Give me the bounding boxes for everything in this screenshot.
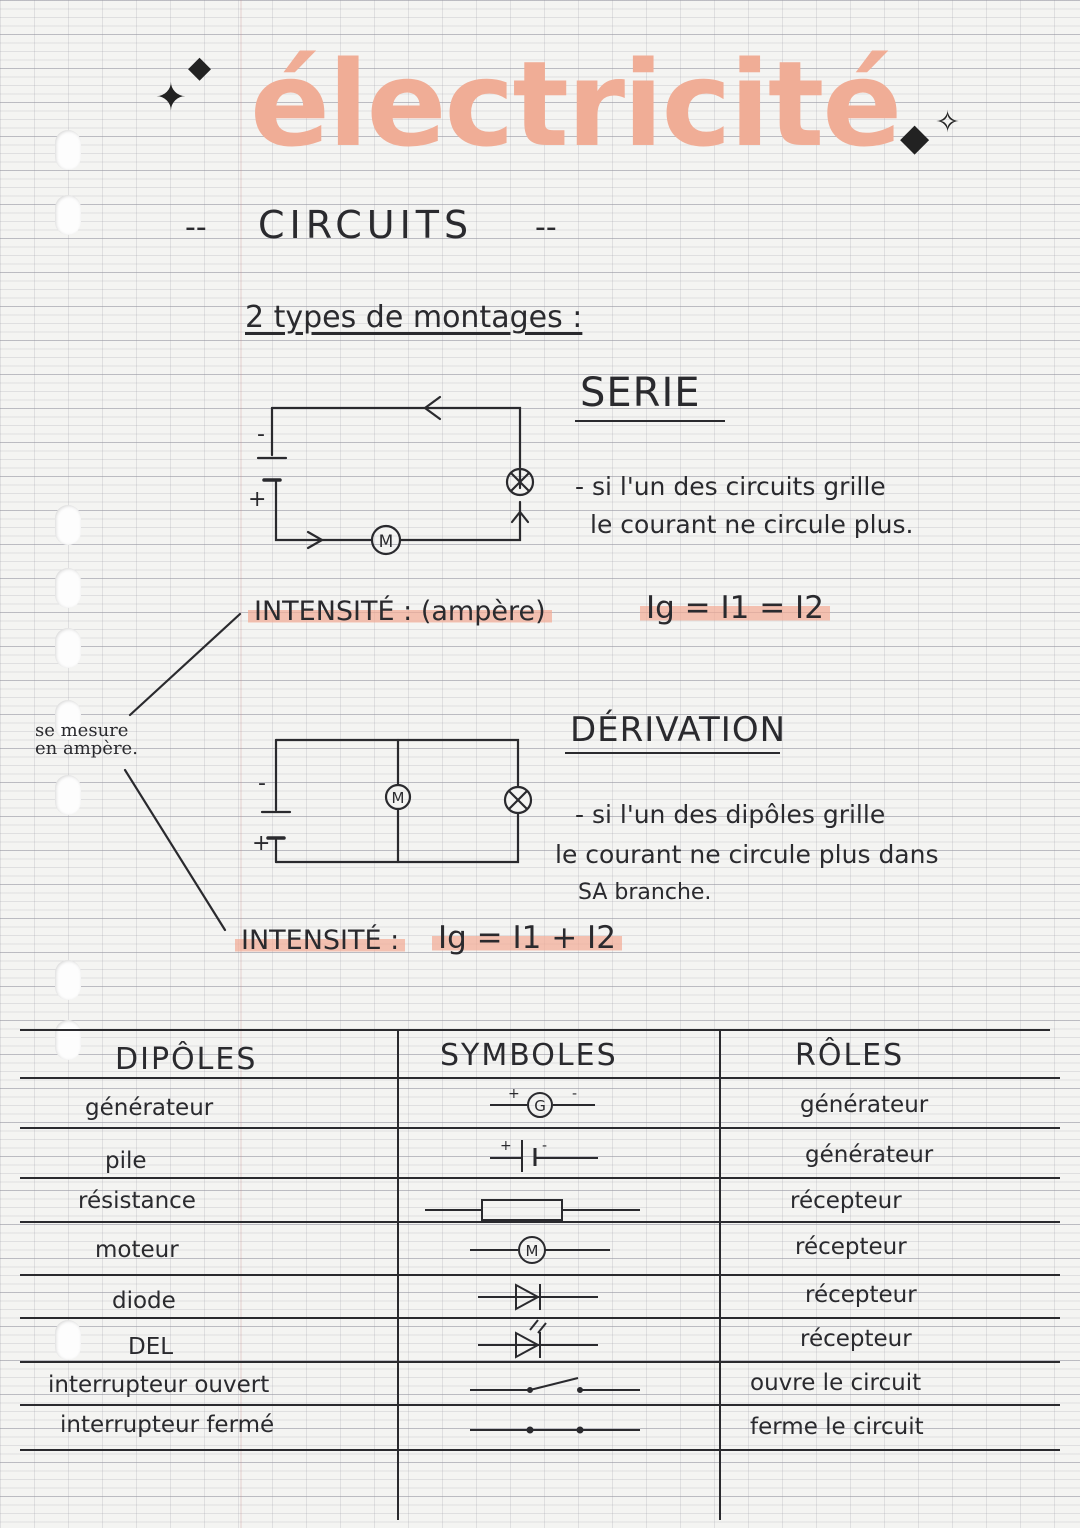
serie-intensity-text: INTENSITÉ : (ampère): [248, 596, 552, 627]
dipole-cell: interrupteur ouvert: [48, 1372, 270, 1398]
derivation-plus-sign: +: [252, 831, 271, 856]
current-arrow-icon: [512, 512, 528, 522]
current-arrow-icon: [308, 532, 322, 548]
punch-hole: [55, 130, 81, 170]
current-arrow-icon: [425, 397, 440, 419]
generator-symbol: [490, 1086, 595, 1117]
battery-symbol: [490, 1138, 598, 1172]
svg-text:+: +: [500, 1138, 512, 1154]
motor-icon: [386, 785, 410, 809]
punch-hole: [55, 960, 81, 1000]
dipole-cell: pile: [105, 1148, 147, 1174]
derivation-heading-underline: [565, 752, 780, 754]
dipole-cell: interrupteur fermé: [60, 1412, 275, 1438]
led-symbol: [478, 1320, 598, 1358]
derivation-circuit-diagram: [262, 740, 531, 862]
serie-plus-sign: +: [248, 487, 267, 512]
serie-intensity-label: [248, 596, 552, 627]
punch-hole: [55, 505, 81, 545]
margin-line: [240, 0, 242, 1528]
serie-heading: SERIE: [580, 370, 701, 416]
table-header-roles: RÔLES: [795, 1038, 905, 1073]
lamp-icon: [507, 469, 533, 495]
derivation-note-line2: le courant ne circule plus dans: [555, 840, 939, 869]
serie-formula-text: Ig = I1 = I2: [640, 590, 830, 626]
dipole-cell: DEL: [128, 1334, 174, 1360]
closed-switch-symbol: [470, 1428, 640, 1433]
derivation-note-line3: SA branche.: [578, 880, 712, 905]
role-cell: récepteur: [795, 1234, 907, 1260]
sparkle-icon: ✧: [935, 105, 961, 140]
derivation-heading: DÉRIVATION: [570, 710, 787, 750]
role-cell: générateur: [805, 1142, 934, 1168]
serie-minus-sign: -: [257, 422, 265, 447]
table-header-dipoles: DIPÔLES: [115, 1042, 258, 1077]
role-cell: ferme le circuit: [750, 1414, 924, 1440]
serie-heading-underline: [575, 420, 725, 422]
serie-motor-letter: M: [378, 532, 394, 552]
side-note: [35, 722, 138, 758]
derivation-note-line1: - si l'un des dipôles grille: [575, 800, 886, 829]
dipole-cell: générateur: [85, 1095, 214, 1121]
table-header-symboles: SYMBOLES: [440, 1038, 618, 1073]
motor-symbol: [470, 1237, 610, 1263]
punch-hole: [55, 775, 81, 815]
serie-circuit-diagram: [258, 397, 533, 554]
punch-hole: [55, 1320, 81, 1360]
open-switch-symbol: [470, 1378, 640, 1392]
punch-hole: [55, 568, 81, 608]
resistor-symbol: [425, 1200, 640, 1220]
section-subtitle: CIRCUITS: [258, 203, 474, 247]
divider-dash: --: [535, 210, 557, 245]
motor-letter: M: [525, 1242, 539, 1260]
pointer-line: [125, 770, 225, 930]
serie-note-line2: le courant ne circule plus.: [590, 510, 914, 539]
motor-icon: [372, 526, 400, 554]
generator-letter: G: [534, 1097, 546, 1115]
role-cell: ouvre le circuit: [750, 1370, 922, 1396]
side-note-line2: en ampère.: [35, 738, 138, 759]
derivation-formula: [432, 920, 622, 956]
dipole-cell: résistance: [78, 1188, 196, 1214]
sparkle-icon: ◆: [900, 115, 930, 159]
punch-hole: [55, 195, 81, 235]
svg-text:-: -: [542, 1138, 548, 1154]
punch-hole: [55, 1020, 81, 1060]
dipole-cell: diode: [112, 1288, 176, 1314]
dipole-cell: moteur: [95, 1237, 179, 1263]
pointer-line: [130, 614, 240, 715]
derivation-intensity-text: INTENSITÉ :: [235, 925, 405, 956]
divider-dash: --: [185, 210, 207, 245]
svg-text:+: +: [508, 1086, 520, 1102]
punch-hole: [55, 628, 81, 668]
role-cell: récepteur: [800, 1326, 912, 1352]
lamp-icon: [505, 787, 531, 813]
diode-symbol: [478, 1284, 598, 1310]
derivation-intensity-label: [235, 925, 405, 956]
role-cell: générateur: [800, 1092, 929, 1118]
derivation-formula-text: Ig = I1 + I2: [432, 920, 622, 956]
types-heading: 2 types de montages :: [245, 300, 583, 335]
sparkle-icon: ✦: [155, 75, 187, 119]
derivation-motor-letter: M: [391, 789, 405, 807]
side-note-line1: se mesure: [35, 720, 129, 741]
role-cell: récepteur: [805, 1282, 917, 1308]
svg-text:-: -: [572, 1086, 578, 1102]
serie-note-line1: - si l'un des circuits grille: [575, 472, 886, 501]
role-cell: récepteur: [790, 1188, 902, 1214]
sparkle-icon: ◆: [188, 50, 212, 85]
page-title: électricité: [250, 35, 901, 173]
serie-formula: [640, 590, 830, 626]
derivation-minus-sign: -: [258, 771, 266, 796]
